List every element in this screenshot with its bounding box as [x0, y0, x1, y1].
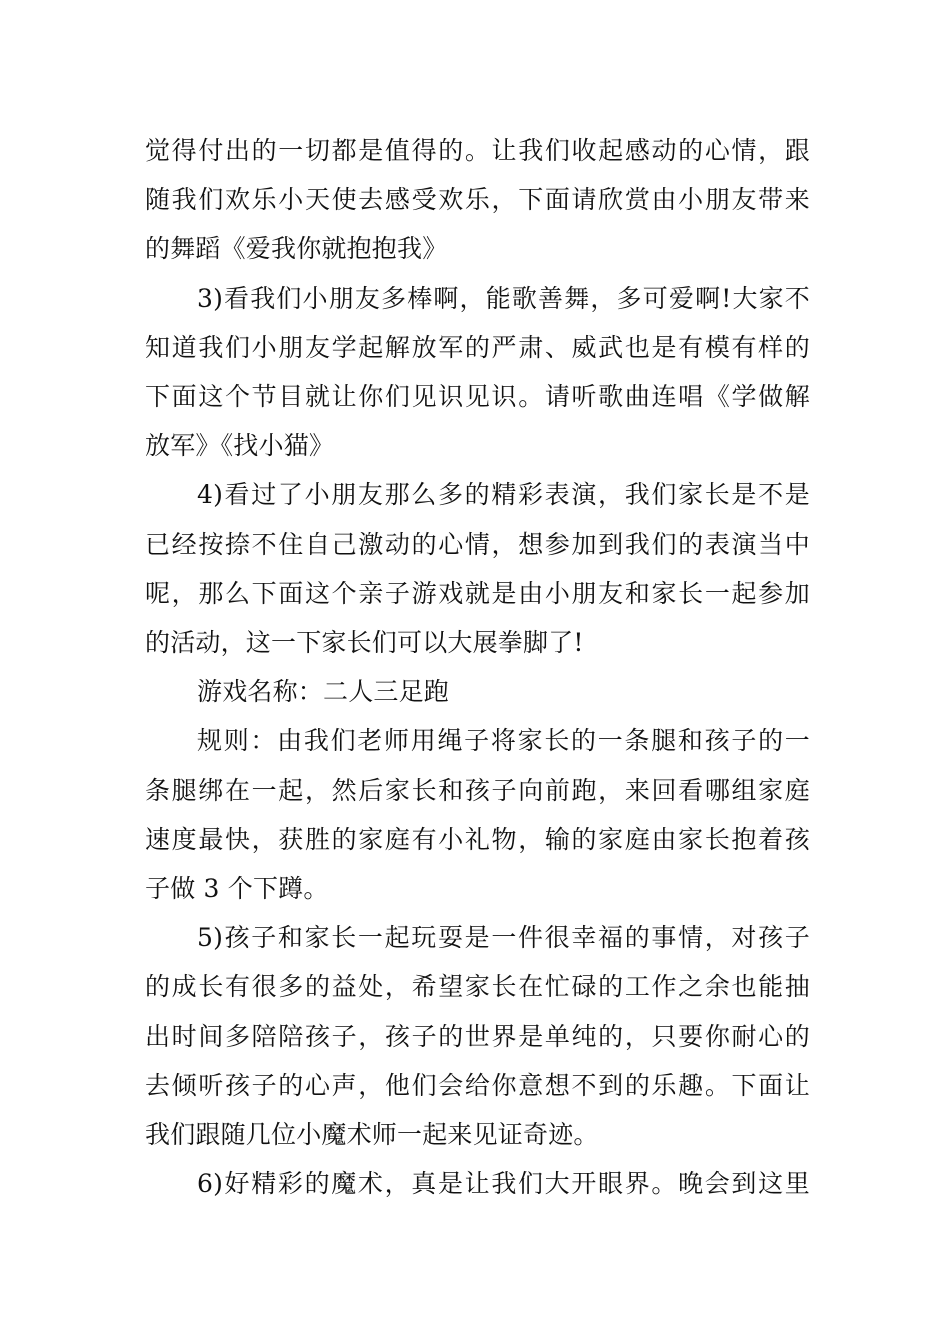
- text-line: 的成长有很多的益处，希望家长在忙碌的工作之余也能抽: [145, 972, 810, 1002]
- paragraph-7: [145, 1159, 810, 1208]
- text-line: 随我们欢乐小天使去感受欢乐，下面请欣赏由小朋友带来: [145, 185, 810, 215]
- text-line: 我们跟随几位小魔术师一起来见证奇迹。: [145, 1120, 599, 1150]
- text-line: 3)看我们小朋友多棒啊，能歌善舞，多可爱啊!大家不: [197, 283, 810, 313]
- text-line: 的舞蹈《爱我你就抱抱我》: [145, 234, 448, 264]
- text-line: 去倾听孩子的心声，他们会给你意想不到的乐趣。下面让: [145, 1070, 810, 1100]
- text-line: 下面这个节目就让你们见识见识。请听歌曲连唱《学做解: [145, 382, 810, 412]
- text-line: 游戏名称：二人三足跑: [197, 677, 450, 707]
- text-line: 速度最快，获胜的家庭有小礼物，输的家庭由家长抱着孩: [145, 824, 810, 854]
- text-line: 觉得付出的一切都是值得的。让我们收起感动的心情，跟: [145, 136, 810, 165]
- text-line: 的活动，这一下家长们可以大展拳脚了!: [145, 628, 584, 658]
- paragraph-5: [145, 716, 810, 913]
- text-line: 知道我们小朋友学起解放军的严肃、威武也是有模有样的: [145, 332, 810, 362]
- document-body: [145, 126, 810, 1208]
- paragraph-1: [145, 126, 810, 274]
- text-line: 条腿绑在一起，然后家长和孩子向前跑，来回看哪组家庭: [145, 775, 810, 805]
- paragraph-3: [145, 470, 810, 667]
- text-line: 5)孩子和家长一起玩耍是一件很幸福的事情，对孩子: [197, 923, 810, 953]
- paragraph-4: [145, 667, 810, 716]
- text-line: 子做 3 个下蹲。: [145, 874, 329, 904]
- text-line: 出时间多陪陪孩子，孩子的世界是单纯的，只要你耐心的: [145, 1021, 810, 1051]
- paragraph-6: [145, 913, 810, 1159]
- text-line: 规则：由我们老师用绳子将家长的一条腿和孩子的一: [197, 726, 810, 756]
- paragraph-2: [145, 274, 810, 471]
- text-line: 4)看过了小朋友那么多的精彩表演，我们家长是不是: [197, 480, 810, 510]
- text-line: 呢，那么下面这个亲子游戏就是由小朋友和家长一起参加: [145, 578, 810, 608]
- text-line: 放军》《找小猫》: [145, 431, 335, 461]
- text-line: 已经按捺不住自己激动的心情，想参加到我们的表演当中: [145, 529, 810, 559]
- text-line: 6)好精彩的魔术，真是让我们大开眼界。晚会到这里: [197, 1169, 810, 1199]
